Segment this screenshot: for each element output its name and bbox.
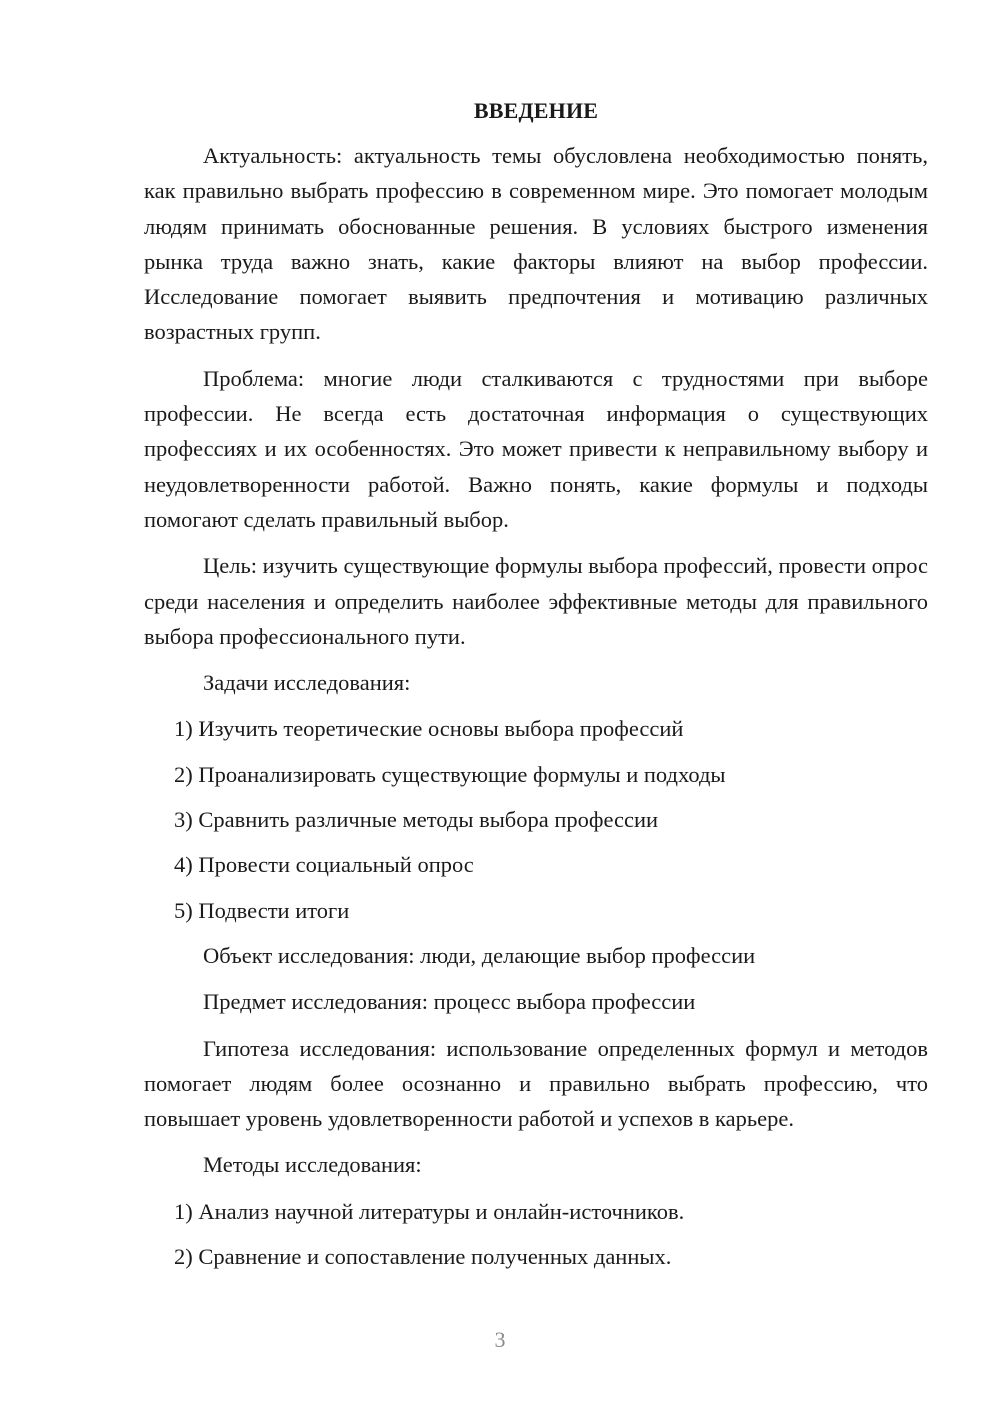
method-item: 1) Анализ научной литературы и онлайн-источников.	[174, 1198, 685, 1224]
goal-paragraph: Цель: изучить существующие формулы выбора профессий, провести опрос среди населения и определить наиболее эффективные методы для правильного выбора профессионального пути.	[144, 553, 928, 649]
methods-heading: Методы исследования:	[203, 1152, 422, 1178]
tasks-heading: Задачи исследования:	[203, 670, 411, 696]
section-title: ВВЕДЕНИЕ	[473, 98, 599, 123]
methods-list	[144, 1194, 928, 1275]
subject-line: Предмет исследования: процесс выбора профессии	[203, 989, 696, 1015]
task-item: 4) Провести социальный опрос	[174, 852, 474, 878]
method-item: 2) Сравнение и сопоставление полученных данных.	[174, 1244, 672, 1270]
page-content	[144, 96, 928, 1284]
object-line: Объект исследования: люди, делающие выбор профессии	[203, 942, 756, 968]
task-item: 5) Подвести итоги	[174, 897, 350, 923]
task-item: 3) Сравнить различные методы выбора профессии	[174, 807, 659, 833]
task-item: 2) Проанализировать существующие формулы и подходы	[174, 761, 726, 787]
relevance-paragraph: Актуальность: актуальность темы обусловлена необходимостью понять, как правильно выбрать профессию в современном мире. Это помогает молодым людям принимать обоснованные решения. В условиях быстрого изменения рынка труда важно знать, какие факторы влияют на выбор профессии. Исследование помогает выявить предпочтения и мотивацию различных возрастных групп.	[144, 143, 928, 345]
problem-paragraph: Проблема: многие люди сталкиваются с трудностями при выборе профессии. Не всегда есть достаточная информация о существующих профессиях и их особенностях. Это может привести к неправильному выбору и неудовлетворенности работой. Важно понять, какие формулы и подходы помогают сделать правильный выбор.	[144, 365, 928, 532]
task-item: 1) Изучить теоретические основы выбора профессий	[174, 716, 684, 742]
page-number: 3	[494, 1327, 506, 1352]
hypothesis-paragraph: Гипотеза исследования: использование определенных формул и методов помогает людям более осознанно и правильно выбрать профессию, что повышает уровень удовлетворенности работой и успехов в карьере.	[144, 1035, 928, 1132]
tasks-list	[144, 711, 928, 927]
